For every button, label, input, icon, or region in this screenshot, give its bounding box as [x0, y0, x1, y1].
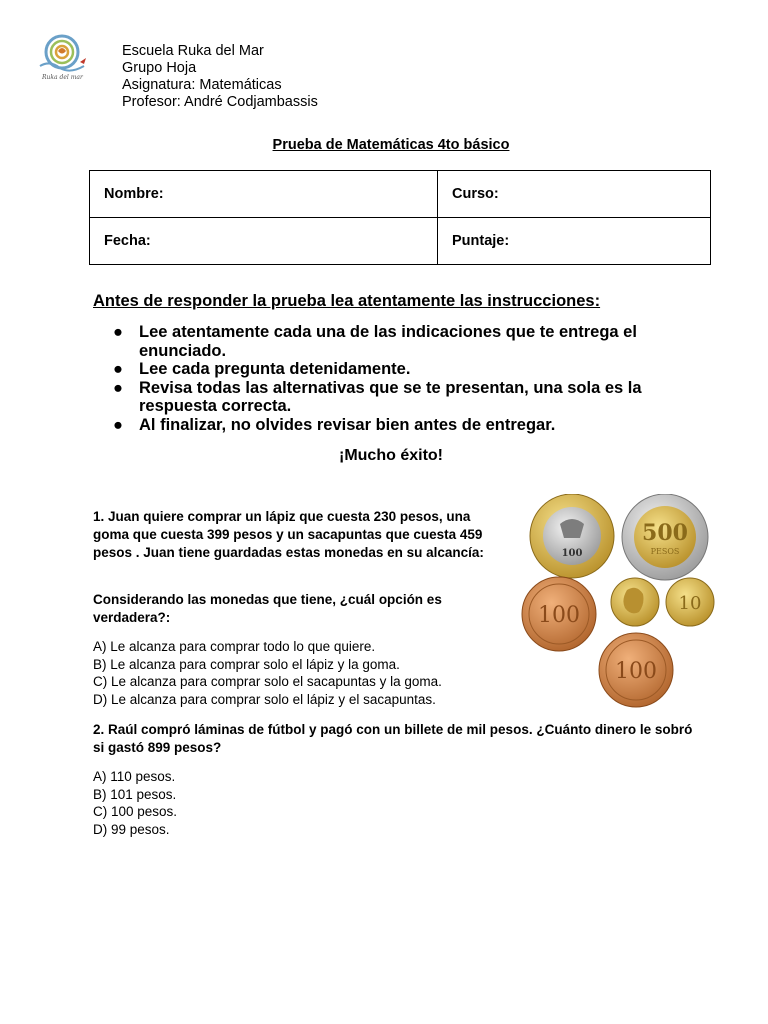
question-1-options — [93, 638, 442, 708]
curso-field[interactable]: Curso: — [438, 171, 711, 218]
coin-10 — [666, 578, 714, 626]
coin-100-copper — [599, 633, 673, 707]
school-name: Escuela Ruka del Mar — [122, 43, 264, 59]
school-logo — [34, 32, 94, 82]
option-b[interactable]: B) Le alcanza para comprar solo el lápiz y la goma. — [93, 656, 400, 672]
instruction-item: ● Lee atentamente cada una de las indicaciones que te entrega el enunciado. — [113, 323, 637, 360]
nombre-field[interactable]: Nombre: — [90, 171, 438, 218]
coin-label: 100 — [615, 659, 657, 684]
bullet-icon: ● — [113, 360, 123, 378]
instructions-list — [93, 323, 663, 434]
student-info-table — [89, 170, 711, 265]
coin-label: 500 — [642, 520, 688, 546]
coin-500 — [622, 494, 708, 580]
bullet-icon: ● — [113, 415, 123, 434]
fecha-field[interactable]: Fecha: — [90, 218, 438, 265]
puntaje-field[interactable]: Puntaje: — [438, 218, 711, 265]
coin-label: PESOS — [650, 547, 680, 556]
option-a[interactable]: A) 110 pesos. — [93, 769, 176, 784]
coin-100-bimetal — [530, 494, 614, 578]
option-d[interactable]: D) 99 pesos. — [93, 821, 170, 837]
option-c[interactable]: C) 100 pesos. — [93, 804, 178, 819]
coin-label: 10 — [678, 593, 702, 614]
teacher-name: Profesor: André Codjambassis — [122, 94, 318, 110]
instruction-item: ● Revisa todas las alternativas que se te presentan, una sola es la respuesta correcta. — [113, 378, 642, 415]
school-header — [122, 43, 318, 111]
instruction-item: ● Lee cada pregunta detenidamente. — [113, 360, 411, 378]
good-luck-text: ¡Mucho éxito! — [339, 447, 443, 464]
coin-label: 100 — [561, 548, 583, 559]
instructions-heading: Antes de responder la prueba lea atentamente las instrucciones: — [93, 292, 601, 310]
question-1-subtext: Considerando las monedas que tiene, ¿cuál opción es verdadera?: — [93, 592, 442, 625]
question-2-text: 2. Raúl compró láminas de fútbol y pagó con un billete de mil pesos. ¿Cuánto dinero le sobró si gastó 899 pesos? — [93, 722, 693, 755]
group-name: Grupo Hoja — [122, 60, 197, 76]
logo-text: Ruka del mar — [42, 74, 83, 81]
test-title: Prueba de Matemáticas 4to básico — [272, 137, 510, 153]
coin-small-gold — [611, 578, 659, 626]
instruction-item: ● Al finalizar, no olvides revisar bien antes de entregar. — [113, 415, 556, 434]
question-1-text: 1. Juan quiere comprar un lápiz que cuesta 230 pesos, una goma que cuesta 399 pesos y un sacapuntas que cuesta 459 pesos . Juan tiene guardadas estas monedas en su alcancía: — [93, 509, 484, 560]
option-d[interactable]: D) Le alcanza para comprar solo el lápiz y el sacapuntas. — [93, 691, 436, 707]
coin-100-copper — [522, 577, 596, 651]
bullet-icon: ● — [113, 323, 123, 341]
coin-label: 100 — [538, 603, 580, 628]
question-2-options — [93, 768, 177, 838]
option-b[interactable]: B) 101 pesos. — [93, 786, 177, 802]
option-c[interactable]: C) Le alcanza para comprar solo el sacapuntas y la goma. — [93, 674, 442, 689]
subject-name: Asignatura: Matemáticas — [122, 77, 282, 93]
bullet-icon: ● — [113, 378, 123, 397]
option-a[interactable]: A) Le alcanza para comprar todo lo que quiere. — [93, 639, 376, 654]
coins-image — [515, 494, 750, 714]
